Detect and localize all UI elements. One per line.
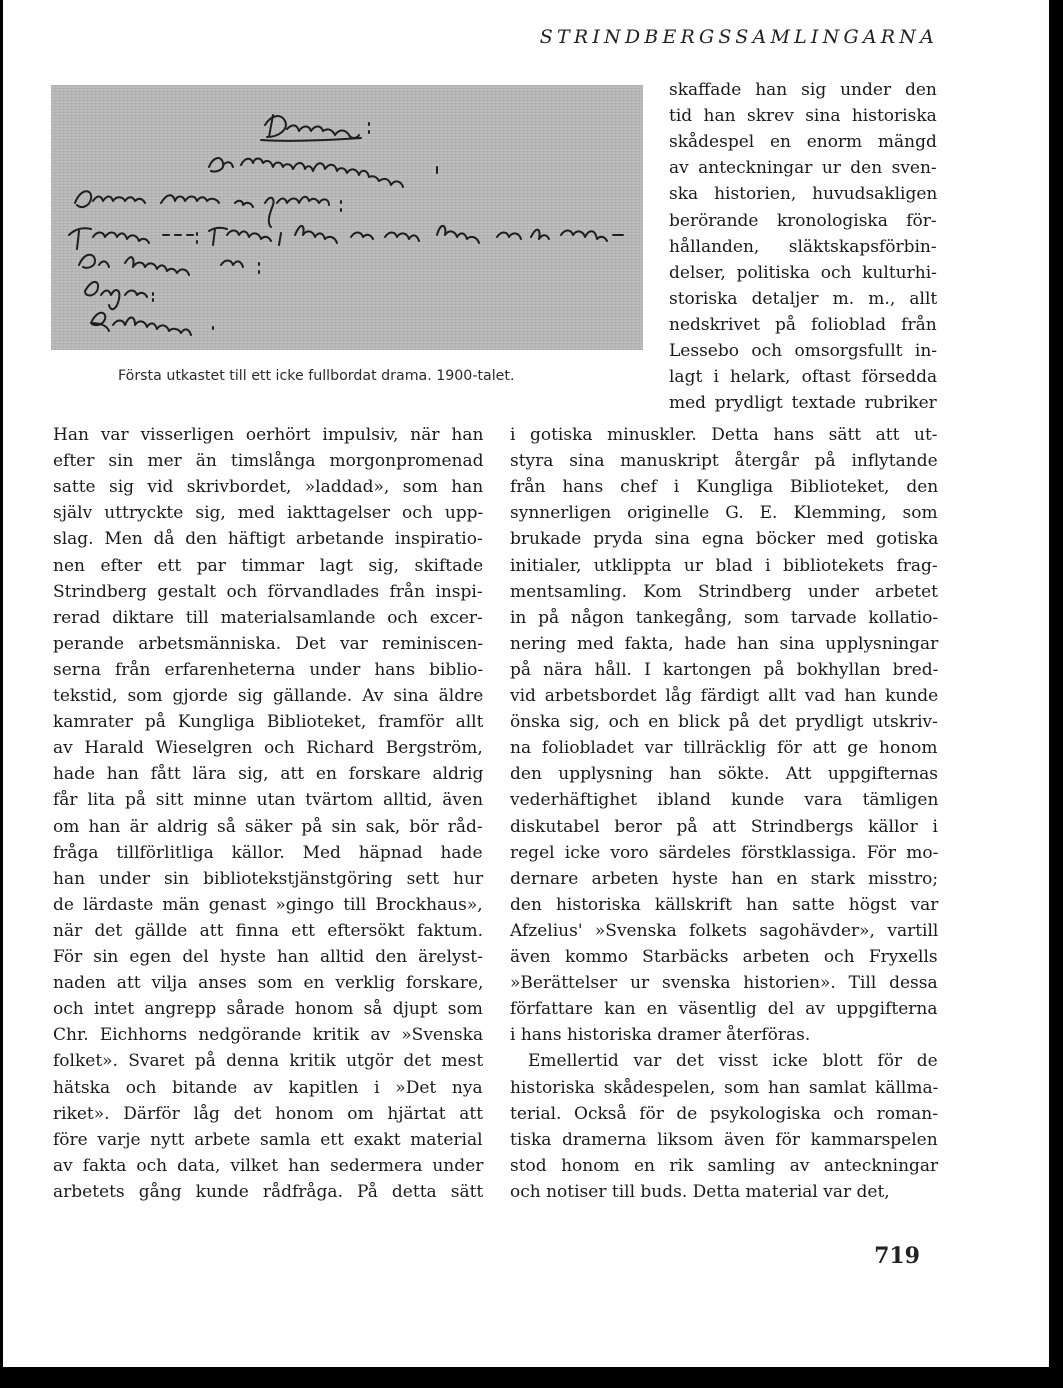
text-line: diskutabel beror på att Strindbergs källor i [510,816,938,837]
scan-edge-left [0,0,3,1388]
text-line: och notiser till buds. Detta material var det, [510,1181,890,1202]
text-line: nedskrivet på folioblad från [669,314,937,335]
text-line: brukade pryda sina egna böcker med gotiska [510,529,939,550]
text-line: rerad diktare till materialsamlande och excer- [53,607,483,628]
text-line: perande arbetsmänniska. Det var reminiscen- [53,633,484,654]
text-line: tid han skrev sina historiska [669,106,937,127]
text-line: regel icke voro särdeles förstklassiga. För mo- [510,842,939,863]
text-line: Chr. Eichhorns nedgörande kritik av »Svenska [53,1025,484,1046]
text-line: styra sina manuskript återgår på inflytande [510,451,938,472]
text-line: och intet angrepp sårade honom så djupt som [53,999,483,1020]
text-line: Han var visserligen oerhört impulsiv, när han [53,425,484,445]
text-line: tekstid, som gjorde sig gällande. Av sina äldre [53,686,484,706]
text-line: hållanden, släktskapsförbin- [669,236,937,257]
text-line: nen efter ett par timmar lagt sig, skiftade [53,555,484,576]
text-line: mentsamling. Kom Strindberg under arbetet [510,581,938,602]
text-line: i hans historiska dramer återföras. [510,1025,811,1046]
figure-caption: Första utkastet till ett icke fullbordat drama. 1900-talet. [118,368,515,384]
text-line: stod honom en rik samling av anteckningar [510,1155,939,1176]
text-line: Strindberg gestalt och förvandlades från inspi- [53,581,483,602]
text-line: kamrater på Kungliga Biblioteket, framför allt [53,712,484,733]
text-line: han under sin bibliotekstjänstgöring sett hur [53,868,484,889]
text-line: berörande kronologiska för- [669,210,937,231]
text-line: önska sig, och en blick på det prydligt utskriv- [510,712,938,733]
text-line: folket». Svaret på denna kritik utgör det mest [53,1051,484,1072]
text-line: »Berättelser ur svenska historien». Till dessa [510,973,938,994]
text-line: initialer, utklippta ur blad i bibliotekets frag- [510,555,938,576]
text-line: fråga tillförlitliga källor. Med häpnad hade [53,842,483,863]
text-line: får lita på sitt minne utan tvärtom alltid, även [53,790,484,811]
text-line: av Harald Wieselgren och Richard Bergström, [53,738,483,759]
text-line: slag. Men då den häftigt arbetande inspiratio- [53,529,483,550]
text-line: historiska skådespelen, som han samlat källma- [510,1077,939,1098]
text-line: arbetets gång kunde rådfråga. På detta sätt [53,1181,484,1202]
text-line: terial. Också för de psykologiska och roman- [510,1103,938,1124]
text-line: skådespel en enorm mängd [669,132,937,153]
page-number: 719 [874,1243,920,1269]
scan-edge-right [1049,0,1063,1388]
text-line: tiska dramerna liksom även för kammarspelen [510,1129,938,1150]
text-line: av fakta och data, vilket han sedermera under [53,1155,484,1176]
text-line: satte sig vid skrivbordet, »laddad», som han [53,477,484,498]
running-head: STRINDBERGSSAMLINGARNA [539,26,938,48]
text-line: om han är aldrig så säker på sin sak, bör råd- [53,816,483,837]
text-line: serna från erfarenheterna under hans biblio- [53,659,484,680]
text-line: in på någon tankegång, som tarvade kollatio- [510,607,939,628]
text-line: av anteckningar ur den sven- [669,158,937,179]
text-line: dernare arbeten hyste han en stark misstro; [510,868,939,889]
text-line: hätska och bitande av kapitlen i »Det nya [53,1077,483,1098]
text-line: na foliobladet var tillräcklig för att ge honom [510,738,938,759]
text-line: vid arbetsbordet låg färdigt allt vad han kunde [510,686,939,706]
handwritten-manuscript-image [51,85,643,350]
manuscript-figure [51,85,643,350]
scan-edge-bottom [0,1367,1063,1388]
text-line: vederhäftighet ibland kunde vara tämligen [510,790,939,811]
text-line: riket». Därför låg det honom om hjärtat att [53,1103,484,1124]
text-line: Emellertid var det visst icke blott för de [528,1051,938,1072]
text-line: efter sin mer än timslånga morgonpromenad [53,451,484,472]
text-line: storiska detaljer m. m., allt [669,288,938,309]
text-line: lagt i helark, oftast försedda [669,367,938,388]
text-line: synnerligen originelle G. E. Klemming, som [510,503,938,524]
text-line: före varje nytt arbete samla ett exakt material [53,1129,483,1150]
text-line: ska historien, huvudsakligen [669,184,938,205]
text-line: Afzelius' »Svenska folkets sagohävder», vartill [510,920,939,941]
text-line: hade han fått lära sig, att en forskare aldrig [53,764,484,785]
text-line: själv uttryckte sig, med iakttagelser och upp- [53,503,484,524]
text-line: med prydligt textade rubriker [669,393,937,414]
text-line: de lärdaste män genast »gingo till Brockhaus», [53,894,483,915]
text-line: författare kan en väsentlig del av uppgifterna [510,999,938,1020]
text-line: den historiska källskrift han satte högst var [510,894,939,915]
text-line: när det gällde att finna ett eftersökt faktum. [53,920,484,941]
text-line: delser, politiska och kulturhi- [669,262,937,283]
text-line: även kommo Starbäcks arbeten och Fryxells [510,947,938,967]
text-line: i gotiska minuskler. Detta hans sätt att ut- [510,425,938,445]
text-line: på nära håll. I kartongen på bokhyllan bred- [510,659,939,680]
text-line: Lessebo och omsorgsfullt in- [669,341,938,361]
text-line: naden att vilja anses som en verklig forskare, [53,973,484,994]
text-line: nering med fakta, hade han sina upplysningar [510,633,939,654]
text-line: från hans chef i Kungliga Biblioteket, den [510,477,939,498]
text-line: För sin egen del hyste han alltid den ärelyst- [53,947,483,967]
text-line: skaffade han sig under den [669,80,937,100]
text-line: den upplysning han sökte. Att uppgifternas [510,764,938,785]
